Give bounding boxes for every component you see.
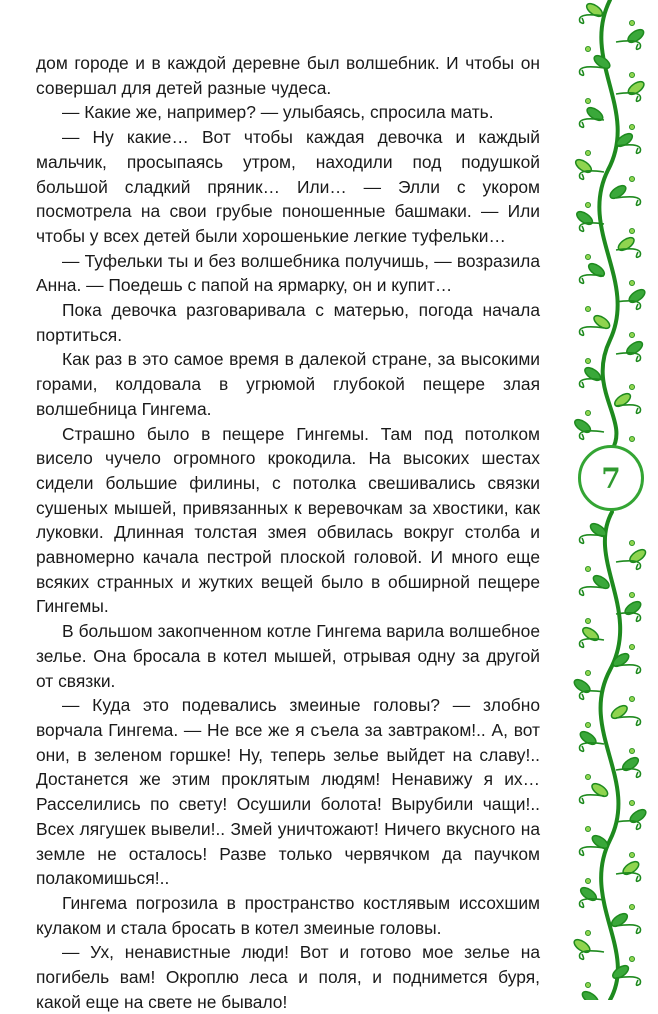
paragraph: — Ух, ненавистные люди! Вот и готово мое зелье на погибель вам! Окроплю леса и поля, и поднимется буря, какой еще на свете не бывало! [36, 942, 540, 1012]
vine-tendril [616, 821, 641, 829]
vine-tendril [616, 717, 641, 725]
vine-tendril [580, 171, 605, 179]
vine-bud [585, 150, 590, 155]
vine-bud [629, 852, 634, 857]
vine-tendril [616, 93, 641, 101]
paragraph: Страшно было в пещере Гингемы. Там под потолком висело чучело огромного крокодила. На высоких шестах сидели большие филины, с потолка свешивались связки сушеных мышей, привязанных к веревочкам за хвостики, как луковки. Длинная толстая змея обвилась вокруг столба и равномерно качала пестрой плоской головой. И много еще всяких странных и жутких вещей было в обширной пещере Гингемы. [36, 423, 540, 617]
vine-tendril [616, 145, 641, 153]
vine-tendril [580, 535, 605, 543]
paragraph: дом городе и в каждой деревне был волшебник. И чтобы он совершал для детей разные чудеса. [36, 53, 540, 98]
vine-bud [585, 774, 590, 779]
paragraph: Гингема погрозила в пространство костлявым иссохшим кулаком и стала бросать в котел змеиные головы. [36, 892, 540, 938]
vine-tendril [616, 301, 641, 309]
vine-leaf [580, 989, 600, 1000]
vine-bud [629, 696, 634, 701]
paragraph: — Какие же, например? — улыбаясь, спросила мать. [62, 102, 494, 123]
vine-bud [585, 878, 590, 883]
paragraph: — Ну какие… Вот чтобы каждая девочка и каждый мальчик, просыпаясь утром, находили под подушкой большой сладкий пряник… Или… — Элли с укором посмотрела на свои грубые поношенные башмаки. — Или чтобы у всех детей были хорошенькие легкие туфельки… [36, 127, 540, 246]
vine-bud [629, 748, 634, 753]
vine-tendril [580, 119, 605, 127]
vine-bud [629, 332, 634, 337]
vine-leaf [625, 339, 645, 357]
paragraph: В большом закопченном котле Гингема варила волшебное зелье. Она бросала в котел мышей, отрывая одну за другой от связки. [36, 621, 540, 691]
vine-bud [585, 202, 590, 207]
vine-tendril [580, 379, 605, 387]
paragraph: Пока девочка разговаривала с матерью, погода начала портиться. [36, 300, 540, 345]
vine-bud [585, 722, 590, 727]
vine-tendril [580, 431, 605, 439]
vine-tendril [616, 977, 641, 985]
vine-bud [629, 72, 634, 77]
vine-bud [585, 358, 590, 363]
vine-tendril [580, 847, 605, 855]
vine-tendril [580, 67, 605, 75]
paragraph: Как раз в это самое время в далекой стране, за высокими горами, колдовала в угрюмой глубокой пещере злая волшебница Гингема. [36, 349, 540, 419]
vine-bud [585, 46, 590, 51]
vine-bud [629, 592, 634, 597]
vine-tendril [580, 587, 605, 595]
vine-bud [629, 228, 634, 233]
vine-bud [629, 904, 634, 909]
vine-bud [585, 670, 590, 675]
vine-leaf [611, 651, 631, 669]
vine-bud [629, 384, 634, 389]
vine-bud [629, 176, 634, 181]
vine-leaf [575, 209, 595, 227]
vine-bud [585, 618, 590, 623]
vine-tendril [580, 15, 605, 23]
vine-bud [585, 826, 590, 831]
vine-tendril [616, 405, 641, 413]
vine-bud [585, 306, 590, 311]
vine-bud [585, 98, 590, 103]
vine-tendril [580, 951, 605, 959]
vine-bud [585, 930, 590, 935]
vine-tendril [616, 249, 641, 257]
vine-bud [629, 20, 634, 25]
vine-bud [629, 644, 634, 649]
vine-bud [585, 254, 590, 259]
vine-bud [629, 540, 634, 545]
vine-tendril [616, 41, 641, 49]
vine-bud [629, 800, 634, 805]
paragraph: — Туфельки ты и без волшебника получишь, — возразила Анна. — Поедешь с папой на ярмарку, он и купит… [36, 250, 540, 296]
vine-tendril [580, 275, 605, 283]
vine-bud [629, 124, 634, 129]
vine-tendril [616, 665, 641, 673]
vine-leaf [613, 391, 633, 409]
vine-bud [585, 566, 590, 571]
vine-bud [629, 956, 634, 961]
vine-bud [629, 280, 634, 285]
vine-tendril [616, 925, 641, 933]
vine-tendril [616, 561, 641, 569]
story-text [36, 51, 540, 1014]
vine-tendril [580, 795, 605, 803]
vine-bud [585, 982, 590, 987]
vine-tendril [616, 197, 641, 205]
page-number-badge: 7 [578, 445, 644, 511]
paragraph: — Куда это подевались змеиные головы? — злобно ворчала Гингема. — Не все же я съела за завтраком!.. А, вот они, в зеленом горшке! Ну, теперь зелье выйдет на славу!.. Достанется же этим проклятым людям! Ненавижу я их… Расселились по свету! Осушили болота! Вырубили чащи!.. Всех лягушек вывели!.. Змей уничтожают! Ничего вкусного на земле не осталось! Разве только червячком да паучком полакомишься!.. [36, 695, 540, 889]
vine-leaf [623, 599, 643, 617]
vine-bud [585, 410, 590, 415]
vine-bud [629, 436, 634, 441]
vine-tendril [580, 327, 605, 335]
